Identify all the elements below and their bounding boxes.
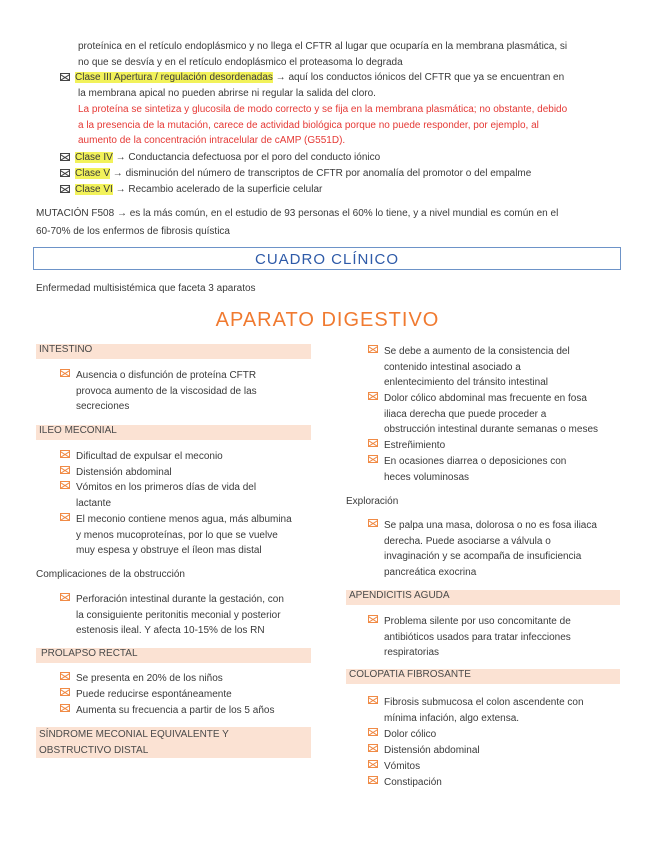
checkbox-x-icon bbox=[368, 696, 378, 704]
sindrome-header-line: OBSTRUCTIVO DISTAL bbox=[39, 744, 149, 756]
exploracion-header: Exploración bbox=[346, 496, 399, 507]
checkbox-x-icon bbox=[368, 519, 378, 527]
mutacion-line-2: 60-70% de los enfermos de fibrosis quística bbox=[36, 226, 230, 237]
item-line: mínima infación, algo extensa. bbox=[384, 712, 520, 724]
clase-iii-label: Clase III Apertura / regulación desordenadas bbox=[75, 72, 273, 83]
item-line: pancreática exocrina bbox=[384, 566, 477, 578]
item-line: estenosis ileal. Y afecta 10-15% de los RN bbox=[76, 625, 265, 636]
checkbox-x-icon bbox=[368, 615, 378, 623]
sindrome-header bbox=[36, 727, 311, 758]
apendicitis-header bbox=[346, 590, 620, 605]
checkbox-x-icon bbox=[60, 688, 70, 696]
clase-v-text: → disminución del número de transcriptos de CFTR por anomalía del promotor o del empalme bbox=[110, 168, 532, 179]
item-line: Se debe a aumento de la consistencia del bbox=[384, 346, 570, 357]
item-line: Dificultad de expulsar el meconio bbox=[76, 451, 223, 462]
item-line: El meconio contiene menos agua, más albumina bbox=[76, 514, 292, 525]
colopatia-header bbox=[346, 669, 620, 684]
item-line: muy espesa y obstruye el íleon mas distal bbox=[76, 545, 262, 556]
cuadro-clinico-title: CUADRO CLÍNICO bbox=[254, 251, 399, 268]
sindrome-header-line: SÍNDROME MECONIAL EQUIVALENTE Y bbox=[39, 729, 229, 740]
checkbox-x-icon bbox=[368, 455, 378, 463]
checkbox-x-icon bbox=[60, 153, 70, 161]
ileo-header-text: ILEO MECONIAL bbox=[39, 425, 117, 436]
intro-line-1: proteínica en el retículo endoplásmico y no llega el CFTR al lugar que ocuparía en la membrana plasmática, si bbox=[78, 41, 568, 52]
red-line-2: a la presencia de la mutación, carece de actividad biológica porque no puede responder, por ejemplo, al bbox=[78, 120, 539, 131]
item-line: la consiguiente peritonitis meconial y posterior bbox=[76, 609, 281, 621]
checkbox-x-icon bbox=[368, 345, 378, 353]
intestino-header bbox=[36, 344, 311, 359]
item-line: invaginación y se acompaña de insuficiencia bbox=[384, 551, 582, 562]
checkbox-x-icon bbox=[60, 672, 70, 680]
item-line: heces voluminosas bbox=[384, 471, 470, 483]
item-line: Ausencia o disfunción de proteína CFTR bbox=[76, 370, 257, 381]
item-line: provoca aumento de la viscosidad de las bbox=[76, 385, 257, 397]
checkbox-x-icon bbox=[368, 776, 378, 784]
clase-vi-label: Clase VI bbox=[75, 184, 113, 195]
checkbox-x-icon bbox=[60, 466, 70, 474]
item-line: y menos mucoproteínas, por lo que se vuelve bbox=[76, 529, 278, 541]
intestino-header-text: INTESTINO bbox=[39, 344, 93, 355]
item-line: Fibrosis submucosa el colon ascendente con bbox=[384, 697, 584, 708]
item-line: iliaca derecha que puede proceder a bbox=[384, 408, 547, 420]
item-line: Vómitos bbox=[384, 761, 421, 772]
intro-line-2: no que se desvía y en el retículo endoplásmico el proteasoma lo degrada bbox=[78, 57, 403, 68]
mutacion-line-1: MUTACIÓN F508 → es la más común, en el estudio de 93 personas el 60% lo tiene, y a nivel mundial es común en el bbox=[36, 208, 559, 219]
item-line: secreciones bbox=[76, 401, 130, 412]
checkbox-x-icon bbox=[60, 704, 70, 712]
red-line-1: La proteína se sintetiza y glucosila de modo correcto y se fija en la membrana plasmática; no obstante, debido bbox=[78, 104, 568, 115]
item-line: respiratorias bbox=[384, 647, 440, 658]
item-line: derecha. Puede asociarse a válvula o bbox=[384, 535, 551, 547]
item-line: lactante bbox=[76, 497, 112, 509]
item-line: Estreñimiento bbox=[384, 440, 446, 451]
checkbox-x-icon bbox=[60, 185, 70, 193]
item-line: contenido intestinal asociado a bbox=[384, 361, 521, 373]
checkbox-x-icon bbox=[60, 369, 70, 377]
checkbox-x-icon bbox=[60, 73, 70, 81]
clase-iv-label: Clase IV bbox=[75, 152, 113, 163]
cuadro-intro: Enfermedad multisistémica que faceta 3 aparatos bbox=[36, 283, 256, 294]
item-line: Distensión abdominal bbox=[384, 745, 480, 756]
checkbox-x-icon bbox=[368, 439, 378, 447]
item-line: Se presenta en 20% de los niños bbox=[76, 673, 223, 684]
checkbox-x-icon bbox=[368, 728, 378, 736]
item-line: Perforación intestinal durante la gestación, con bbox=[76, 594, 284, 605]
item-line: Problema silente por uso concomitante de bbox=[384, 616, 571, 627]
item-line: antibióticos usados para tratar infecciones bbox=[384, 631, 571, 643]
clase-v bbox=[60, 168, 531, 179]
ileo-header bbox=[36, 425, 311, 440]
item-line: Vómitos en los primeros días de vida del bbox=[76, 482, 257, 493]
item-line: En ocasiones diarrea o deposiciones con bbox=[384, 456, 567, 467]
checkbox-x-icon bbox=[368, 760, 378, 768]
apendicitis-header-text: APENDICITIS AGUDA bbox=[349, 590, 450, 601]
checkbox-x-icon bbox=[60, 450, 70, 458]
red-line-3: aumento de la concentración intracelular de cAMP (G551D). bbox=[78, 135, 346, 146]
item-line: Distensión abdominal bbox=[76, 467, 172, 478]
checkbox-x-icon bbox=[60, 593, 70, 601]
prolapso-header-text: PROLAPSO RECTAL bbox=[41, 648, 138, 659]
item-line: Se palpa una masa, dolorosa o no es fosa iliaca bbox=[384, 520, 597, 531]
clase-iii-text: → aquí los conductos iónicos del CFTR que ya se encuentran en bbox=[272, 72, 565, 83]
item-line: obstrucción intestinal durante semanas o meses bbox=[384, 424, 599, 435]
clase-iv bbox=[60, 152, 380, 163]
checkbox-x-icon bbox=[368, 392, 378, 400]
colopatia-header-text: COLOPATIA FIBROSANTE bbox=[349, 669, 471, 680]
item-line: Dolor cólico abdominal mas frecuente en fosa bbox=[384, 393, 587, 404]
prolapso-header bbox=[36, 648, 311, 663]
checkbox-x-icon bbox=[60, 169, 70, 177]
cuadro-clinico-box bbox=[33, 247, 621, 270]
clase-vi bbox=[60, 184, 322, 195]
complicaciones-header: Complicaciones de la obstrucción bbox=[36, 569, 185, 580]
item-line: Dolor cólico bbox=[384, 729, 437, 740]
clase-v-label: Clase V bbox=[75, 168, 111, 179]
clase-vi-text: → Recambio acelerado de la superficie celular bbox=[112, 184, 323, 195]
item-line: Aumenta su frecuencia a partir de los 5 años bbox=[76, 705, 275, 716]
clase-iii-line-2: la membrana apical no pueden abrirse ni regular la salida del cloro. bbox=[78, 88, 376, 99]
item-line: enlentecimiento del tránsito intestinal bbox=[384, 377, 548, 388]
checkbox-x-icon bbox=[60, 481, 70, 489]
clase-iv-text: → Conductancia defectuosa por el poro del conducto iónico bbox=[112, 152, 381, 163]
checkbox-x-icon bbox=[368, 744, 378, 752]
clase-iii bbox=[60, 72, 564, 83]
aparato-digestivo-title: APARATO DIGESTIVO bbox=[215, 309, 440, 331]
checkbox-x-icon bbox=[60, 513, 70, 521]
item-line: Puede reducirse espontáneamente bbox=[76, 689, 232, 700]
item-line: Constipación bbox=[384, 777, 442, 788]
